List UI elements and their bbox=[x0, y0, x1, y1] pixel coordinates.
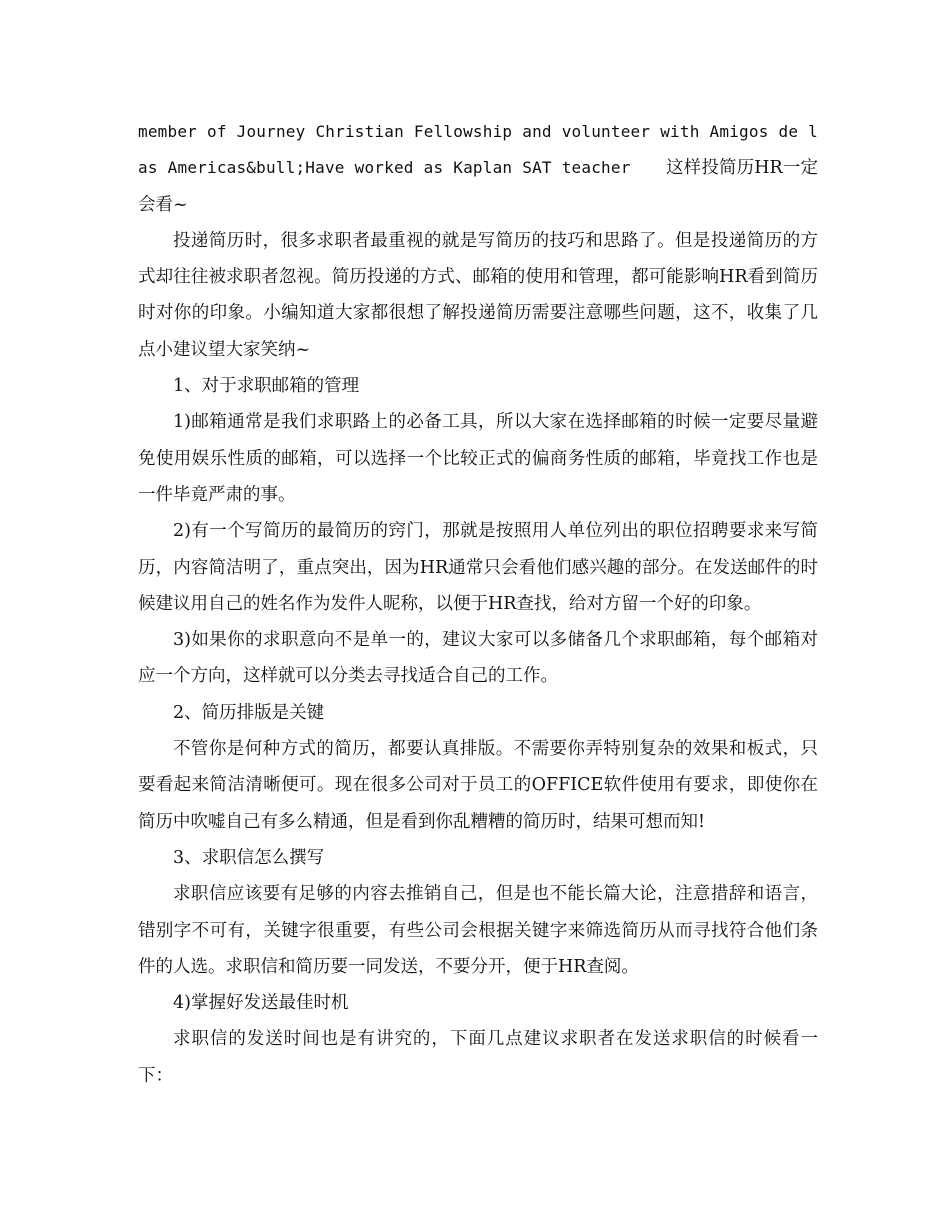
paragraph-mailbox-1: 1)邮箱通常是我们求职路上的必备工具，所以大家在选择邮箱的时候一定要尽量避免使用娱乐性质的邮箱，可以选择一个比较正式的偏商务性质的邮箱，毕竟找工作也是一件毕竟严肃的事。 bbox=[138, 412, 818, 505]
intro-paragraph bbox=[138, 114, 818, 223]
paragraph-mailbox-2: 2)有一个写简历的最简历的窍门，那就是按照用人单位列出的职位招聘要求来写简历，内容简洁明了，重点突出，因为HR通常只会看他们感兴趣的部分。在发送邮件的时候建议用自己的姓名作为发件人昵称，以便于HR查找，给对方留一个好的印象。 bbox=[138, 521, 818, 614]
intro-chinese-text: 这样投简历HR一定会看~ bbox=[138, 158, 819, 215]
paragraph-mailbox-3: 3)如果你的求职意向不是单一的，建议大家可以多储备几个求职邮箱，每个邮箱对应一个方向，这样就可以分类去寻找适合自己的工作。 bbox=[138, 630, 818, 687]
section-heading-timing: 4)掌握好发送最佳时机 bbox=[173, 993, 349, 1014]
section-heading-layout: 2、简历排版是关键 bbox=[173, 702, 325, 723]
paragraph-overview: 投递简历时，很多求职者最重视的就是写简历的技巧和思路了。但是投递简历的方式却往往被求职者忽视。简历投递的方式、邮箱的使用和管理，都可能影响HR看到简历时对你的印象。小编知道大家都很想了解投递简历需要注意哪些问题，这不，收集了几点小建议望大家笑纳~ bbox=[138, 230, 818, 360]
intro-english-text: member of Journey Christian Fellowship and volunteer with Amigos de las Americas&bull;Have worked as Kaplan SAT teacher bbox=[138, 122, 818, 178]
paragraph-layout: 不管你是何种方式的简历，都要认真排版。不需要你弄特别复杂的效果和板式，只要看起来简洁清晰便可。现在很多公司对于员工的OFFICE软件使用有要求，即使你在简历中吹嘘自己有多么精通，但是看到你乱糟糟的简历时，结果可想而知! bbox=[138, 739, 818, 832]
paragraph-timing: 求职信的发送时间也是有讲究的，下面几点建议求职者在发送求职信的时候看一下： bbox=[138, 1029, 818, 1086]
document-body bbox=[138, 114, 818, 1094]
paragraph-cover-letter: 求职信应该要有足够的内容去推销自己，但是也不能长篇大论，注意措辞和语言，错别字不可有，关键字很重要，有些公司会根据关键字来筛选简历从而寻找符合他们条件的人选。求职信和简历要一同发送，不要分开，便于HR查阅。 bbox=[138, 884, 818, 977]
section-heading-mailbox: 1、对于求职邮箱的管理 bbox=[173, 376, 360, 397]
section-heading-cover-letter: 3、求职信怎么撰写 bbox=[173, 847, 325, 868]
